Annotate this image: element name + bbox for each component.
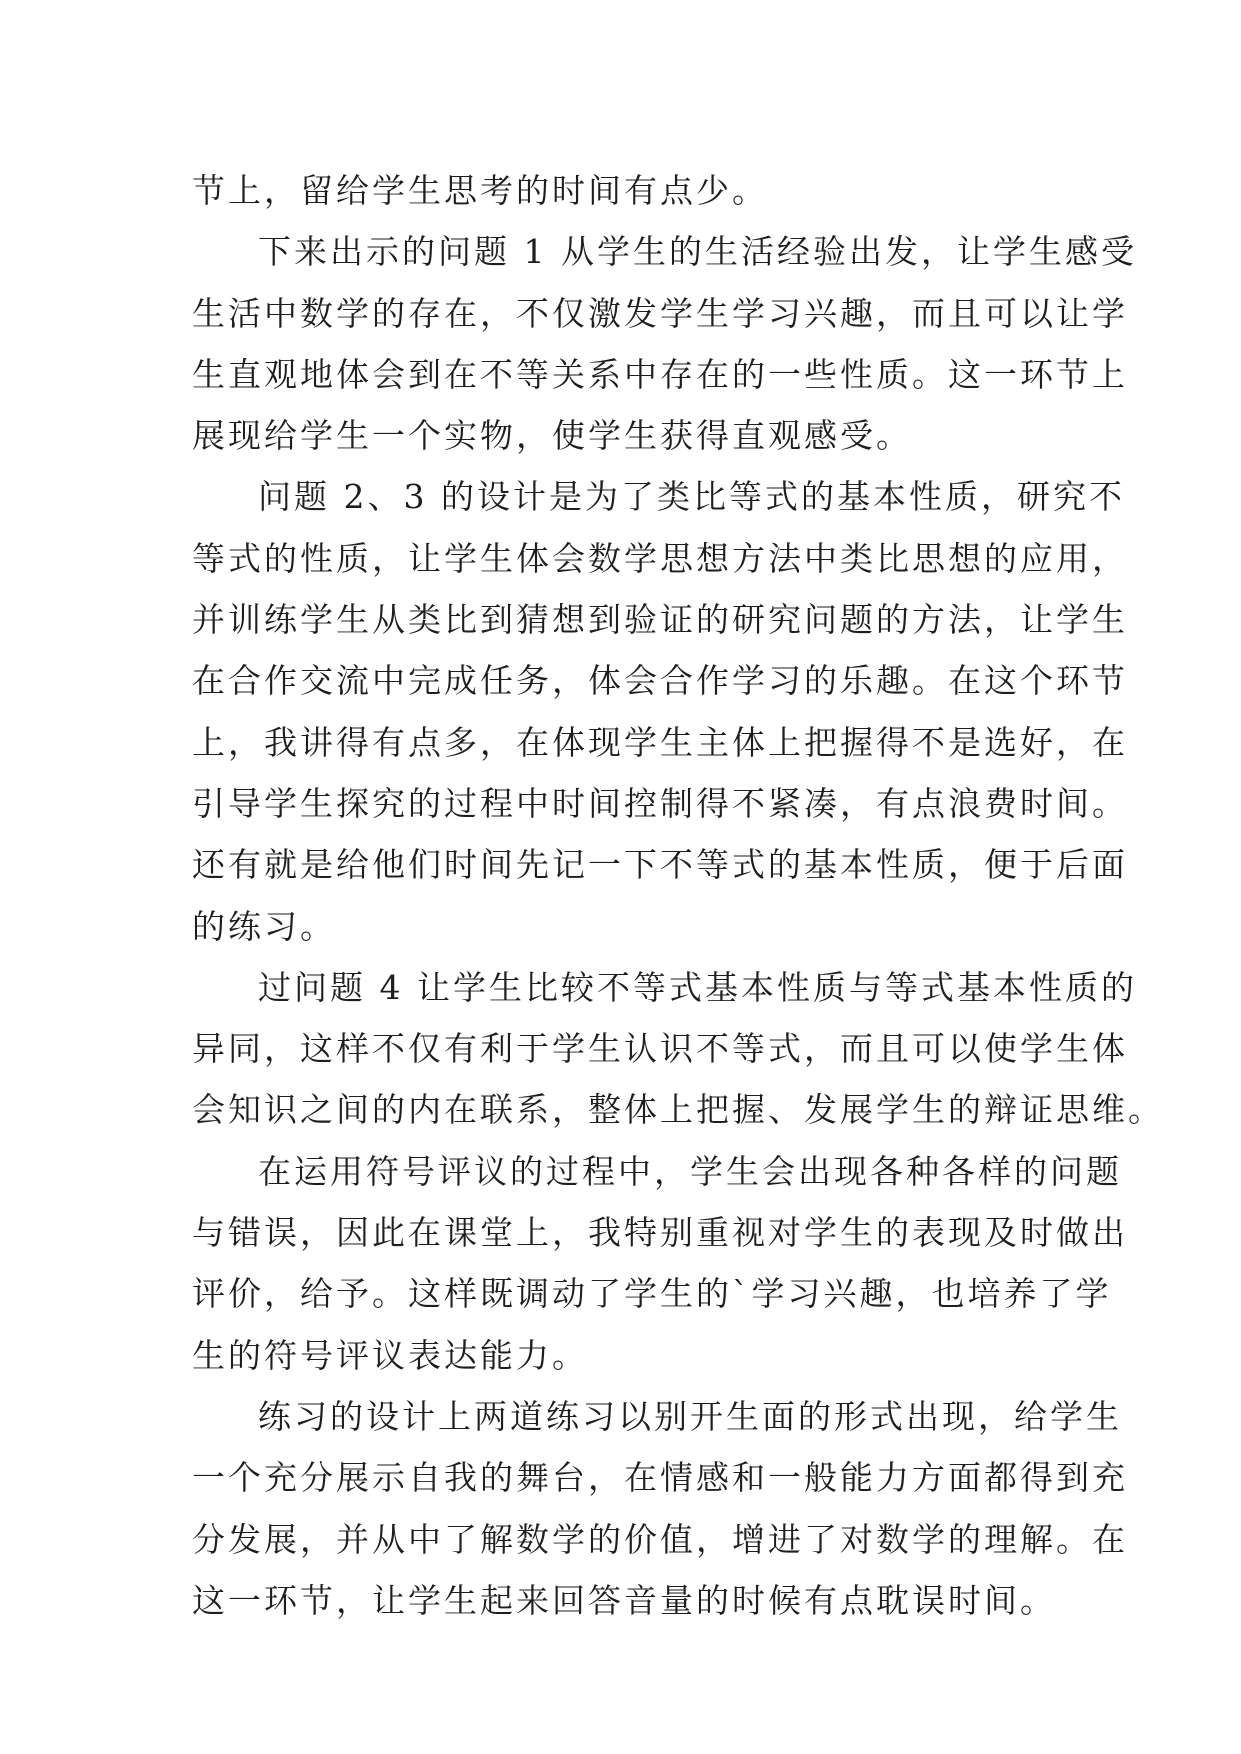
text-line: 生直观地体会到在不等关系中存在的一些性质。这一环节上 xyxy=(192,354,1128,394)
text-line: 这一环节，让学生起来回答音量的时候有点耽误时间。 xyxy=(192,1580,1056,1620)
text-line: 会知识之间的内在联系，整体上把握、发展学生的辩证思维。 xyxy=(192,1090,1164,1130)
text-line: 分发展，并从中了解数学的价值，增进了对数学的理解。在 xyxy=(192,1519,1128,1559)
text-line: 在合作交流中完成任务，体会合作学习的乐趣。在这个环节 xyxy=(192,661,1128,701)
text-line: 还有就是给他们时间先记一下不等式的基本性质，便于后面 xyxy=(192,845,1128,885)
text-line: 的练习。 xyxy=(192,906,336,946)
document-body xyxy=(192,160,1164,1631)
text-line: 引导学生探究的过程中时间控制得不紧凑，有点浪费时间。 xyxy=(192,783,1128,823)
text-line: 生的符号评议表达能力。 xyxy=(192,1335,588,1375)
text-line: 生活中数学的存在，不仅激发学生学习兴趣，而且可以让学 xyxy=(192,293,1128,333)
text-line: 等式的性质，让学生体会数学思想方法中类比思想的应用， xyxy=(192,538,1128,578)
text-line: 练习的设计上两道练习以别开生面的形式出现，给学生 xyxy=(258,1396,1122,1436)
text-line: 在运用符号评议的过程中，学生会出现各种各样的问题 xyxy=(258,1151,1122,1191)
text-line: 节上，留给学生思考的时间有点少。 xyxy=(192,171,768,210)
text-line: 一个充分展示自我的舞台，在情感和一般能力方面都得到充 xyxy=(192,1458,1128,1498)
text-line: 问题 2、3 的设计是为了类比等式的基本性质，研究不 xyxy=(258,477,1125,517)
text-line: 异同，这样不仅有利于学生认识不等式，而且可以使学生体 xyxy=(192,1029,1128,1069)
text-line: 与错误，因此在课堂上，我特别重视对学生的表现及时做出 xyxy=(192,1213,1128,1253)
text-line: 过问题 4 让学生比较不等式基本性质与等式基本性质的 xyxy=(258,967,1137,1007)
text-line: 并训练学生从类比到猜想到验证的研究问题的方法，让学生 xyxy=(192,600,1128,640)
text-line: 评价，给予。这样既调动了学生的`学习兴趣，也培养了学 xyxy=(192,1274,1112,1314)
text-line: 展现给学生一个实物，使学生获得直观感受。 xyxy=(192,416,912,456)
text-line: 上，我讲得有点多，在体现学生主体上把握得不是选好，在 xyxy=(192,722,1128,762)
text-line: 下来出示的问题 1 从学生的生活经验出发，让学生感受 xyxy=(258,232,1137,272)
